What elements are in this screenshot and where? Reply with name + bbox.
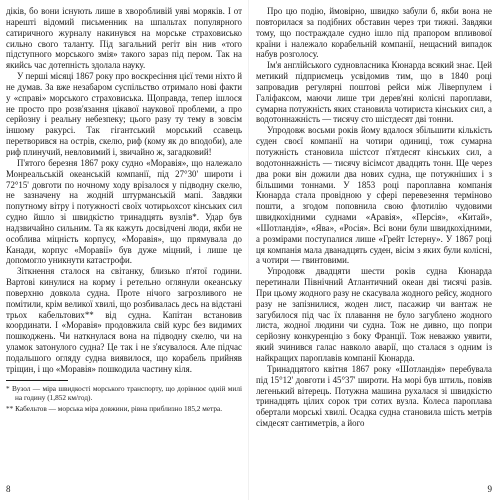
right-page: [256, 6, 492, 494]
paragraph: Ім'я англійського судновласника Кюнарда всякий знає. Цей метикий підприємець усвідомив тим, що в 1840 році запровадив регулярні поштові рейси між Ліверпулем і Галіфаксом, маючи лише три дерев'яні колісні пароплави, сумарна потужність яких становила чотириста кінських сил, а водотоннажність — тисячу сто шістдесят дві тонни.: [256, 60, 492, 125]
paragraph: Зіткнення сталося на світанку, близько п'ятої години. Вартові кинулися на корму і ретельно оглянули океанську поверхню довкола судна. Проте нічого загрозливого не помітили, крім великої хвилі, що розбивалась десь на відстані трьох кабельтових** від судна. Капітан встановив координати. І «Моравія» продовжила свій курс без видимих пошкоджень. Чи наткнулася вона на підводну скелю, чи на уламок затонулого судна? Це так і не з'ясувалося. Але підчас подальшого огляду судна виявилося, що корабель прийняв тріщин, і що «Моравія» пошкодила частину кіля.: [6, 266, 242, 374]
footnote: ** Кабельтов — морська міра довжини, рівна приблизно 185,2 метра.: [6, 403, 223, 413]
paragraph: Тринадцятого квітня 1867 року «Шотландія» перебувала під 15°12' довготи і 45°37' широти. На морі був штиль, повіяв легенький вітерець. Потужна машина рухалася зі швидкістю тринадцять цілих сорок три сотих вузла. Колеса пароплава обертали морські хвилі. Осадка судна становила шість метрів сімдесят сантиметрів, а його: [256, 363, 492, 429]
paragraph: Про цю подію, ймовірно, швидко забули б, якби вона не повторилася за подібних обставин через три тижні. Завдяки тому, що постраждале судно ішло під прапором впливової країни і належало корабельній компанії, нещасний випадок набув розголосу.: [256, 6, 492, 60]
page-number: 9: [487, 484, 492, 494]
paragraph: Упродовж двадцяти шести років судна Кюнарда перетинали Північний Атлантичний океан дві тисячі разів. При цьому жодного разу не скасувала жодного рейсу, жодного разу не запізнилися, жоден лист, пасажир чи вантаж не загубилося під час їх плавання не було загублено жодного листа, жодної людини чи судна. Тож не дивно, що попри серйозну конкуренцію з боку Франції. Тож неважко уявити, який зчинився галас навколо аварії, що сталася з одним із найкращих пароплавів компанії Кюнарда.: [256, 266, 492, 363]
left-page: [6, 6, 242, 494]
footnote-divider: [6, 380, 68, 381]
paragraph: Упродовж восьми років йому вдалося збільшити кількість суден своєї компанії на чотири одиниці, тож сумарна потужність становила шістсот п'ятдесят кінських сил, а водотоннажність — тисячу вісімсот двадцять тонн. Ще через два роки він дожили два нових судна, ще потужніших і з більшими тоннами. У 1853 році пароплавна компанія Кюнарда стала провідною у сфері перевезення терміново пошти, а згодом поповнила свою флотилію чудовими швидкохідними суднами «Аравія», «Персія», «Китай», «Шотландія», «Ява», «Росія». Всі вони були швидкохідними, а розмірами поступалися лише «Грейт Істерну». У 1867 році ця компанія мала дванадцять суден, вісім з яких були колісні, а чотири — гвинтовими.: [256, 125, 492, 266]
paragraph: П'ятого березня 1867 року судно «Моравія», що належало Монреальській океанській компанії, під 27°30' широти і 72°15' довготи по ночному ходу врізалося у підводну скелю, не зазначену на жодній штурманській мапі. Завдяки попутному вітру і потужності своїх чотирьохсот кінських сил судно йшло зі швидкістю тринадцять вузлів*. Удар був надзвичайно сильним. Та як кажуть досвідчені люди, якби не особлива міцність корпусу, «Моравія», що прямувала до Канади, корпус «Моравії» був дуже міцний, і лише це допомогло уникнути катастрофи.: [6, 157, 242, 266]
paragraph: діків, бо вони існують лише в хворобливій уяві моряків. І от нарешті відомий письменник на шпальтах популярного сатиричного журналу накинувся на морське страховисько сильно свого таланту. Під загальний регіт він нив «того підступного морського змія» такого зараз під пером. Так на якийсь час дотепність здолала науку.: [6, 6, 242, 71]
footnote: * Вузол — міра швидкості морського транспорту, що дорівнює одній милі на годину (1,852 км/год).: [6, 383, 242, 402]
gutter: [248, 0, 249, 500]
page-number: 8: [6, 484, 11, 494]
paragraph: У перші місяці 1867 року про воскресіння цієї теми ніхто й не думав. За вже незабаром суспільство отримало нові факти у «справі» морського страховиська. Щоправда, тепер ішлося не просто про розв'язання цікавої наукової проблеми, а про серйозну і реальну небезпеку; цього разу ту тему в зовсім іншому ракурсі. Так гігантський морський ссавець перетворився на острів, скелю, риф (кому як до вподоби), але риф плинучий, невловимий і, звичайно ж, загадковий!: [6, 71, 242, 157]
